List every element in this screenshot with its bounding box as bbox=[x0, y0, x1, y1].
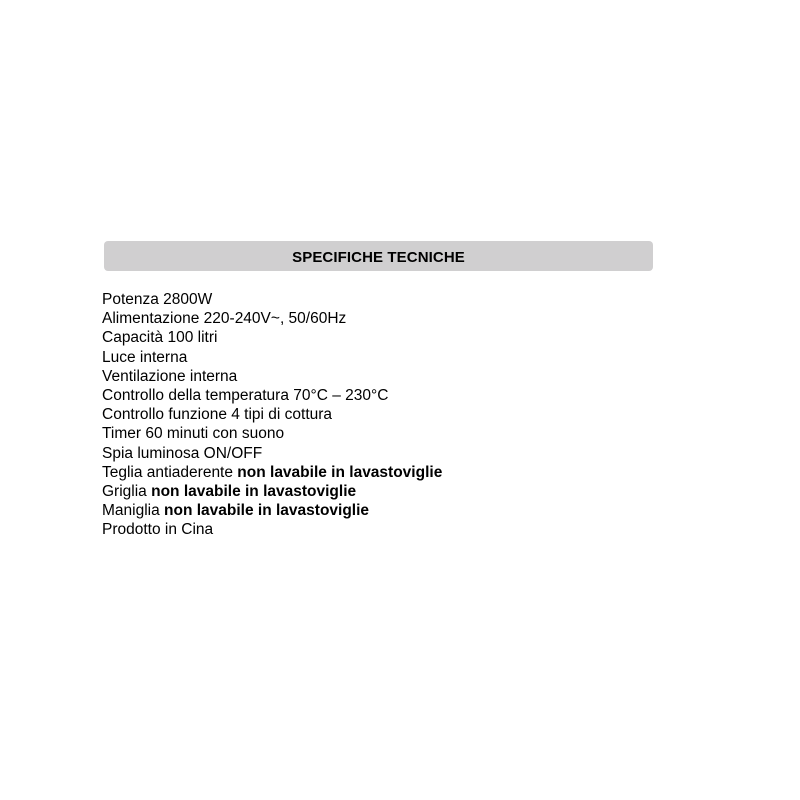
spec-text: Luce interna bbox=[102, 348, 188, 366]
spec-text: Controllo funzione 4 tipi di cottura bbox=[102, 406, 333, 424]
spec-bold-note: non lavabile in lavastoviglie bbox=[151, 482, 357, 500]
spec-bold-note: non lavabile in lavastoviglie bbox=[164, 502, 370, 520]
spec-item bbox=[102, 328, 442, 347]
spec-text: Teglia antiaderente bbox=[102, 463, 238, 481]
spec-text: Timer 60 minuti con suono bbox=[102, 425, 285, 443]
spec-item bbox=[102, 290, 442, 309]
spec-text: Griglia bbox=[102, 482, 152, 500]
spec-item bbox=[102, 520, 442, 539]
spec-text: Ventilazione interna bbox=[102, 367, 238, 385]
spec-item bbox=[102, 501, 442, 520]
section-title: SPECIFICHE TECNICHE bbox=[292, 248, 465, 266]
spec-item bbox=[102, 348, 442, 367]
spec-item bbox=[102, 444, 442, 463]
spec-item bbox=[102, 309, 442, 328]
spec-text: Maniglia bbox=[102, 502, 165, 520]
spec-item bbox=[102, 482, 442, 501]
spec-item bbox=[102, 386, 442, 405]
spec-text: Alimentazione 220-240V~, 50/60Hz bbox=[102, 310, 347, 328]
section-header bbox=[104, 241, 653, 271]
spec-item bbox=[102, 367, 442, 386]
spec-text: Prodotto in Cina bbox=[102, 521, 214, 539]
spec-list bbox=[102, 290, 442, 539]
spec-text: Capacità 100 litri bbox=[102, 329, 218, 347]
spec-item bbox=[102, 424, 442, 443]
spec-text: Spia luminosa ON/OFF bbox=[102, 444, 263, 462]
spec-text: Controllo della temperatura 70°C – 230°C bbox=[102, 386, 389, 404]
spec-bold-note: non lavabile in lavastoviglie bbox=[237, 463, 443, 481]
spec-item bbox=[102, 405, 442, 424]
spec-item bbox=[102, 463, 442, 482]
spec-text: Potenza 2800W bbox=[102, 291, 213, 308]
